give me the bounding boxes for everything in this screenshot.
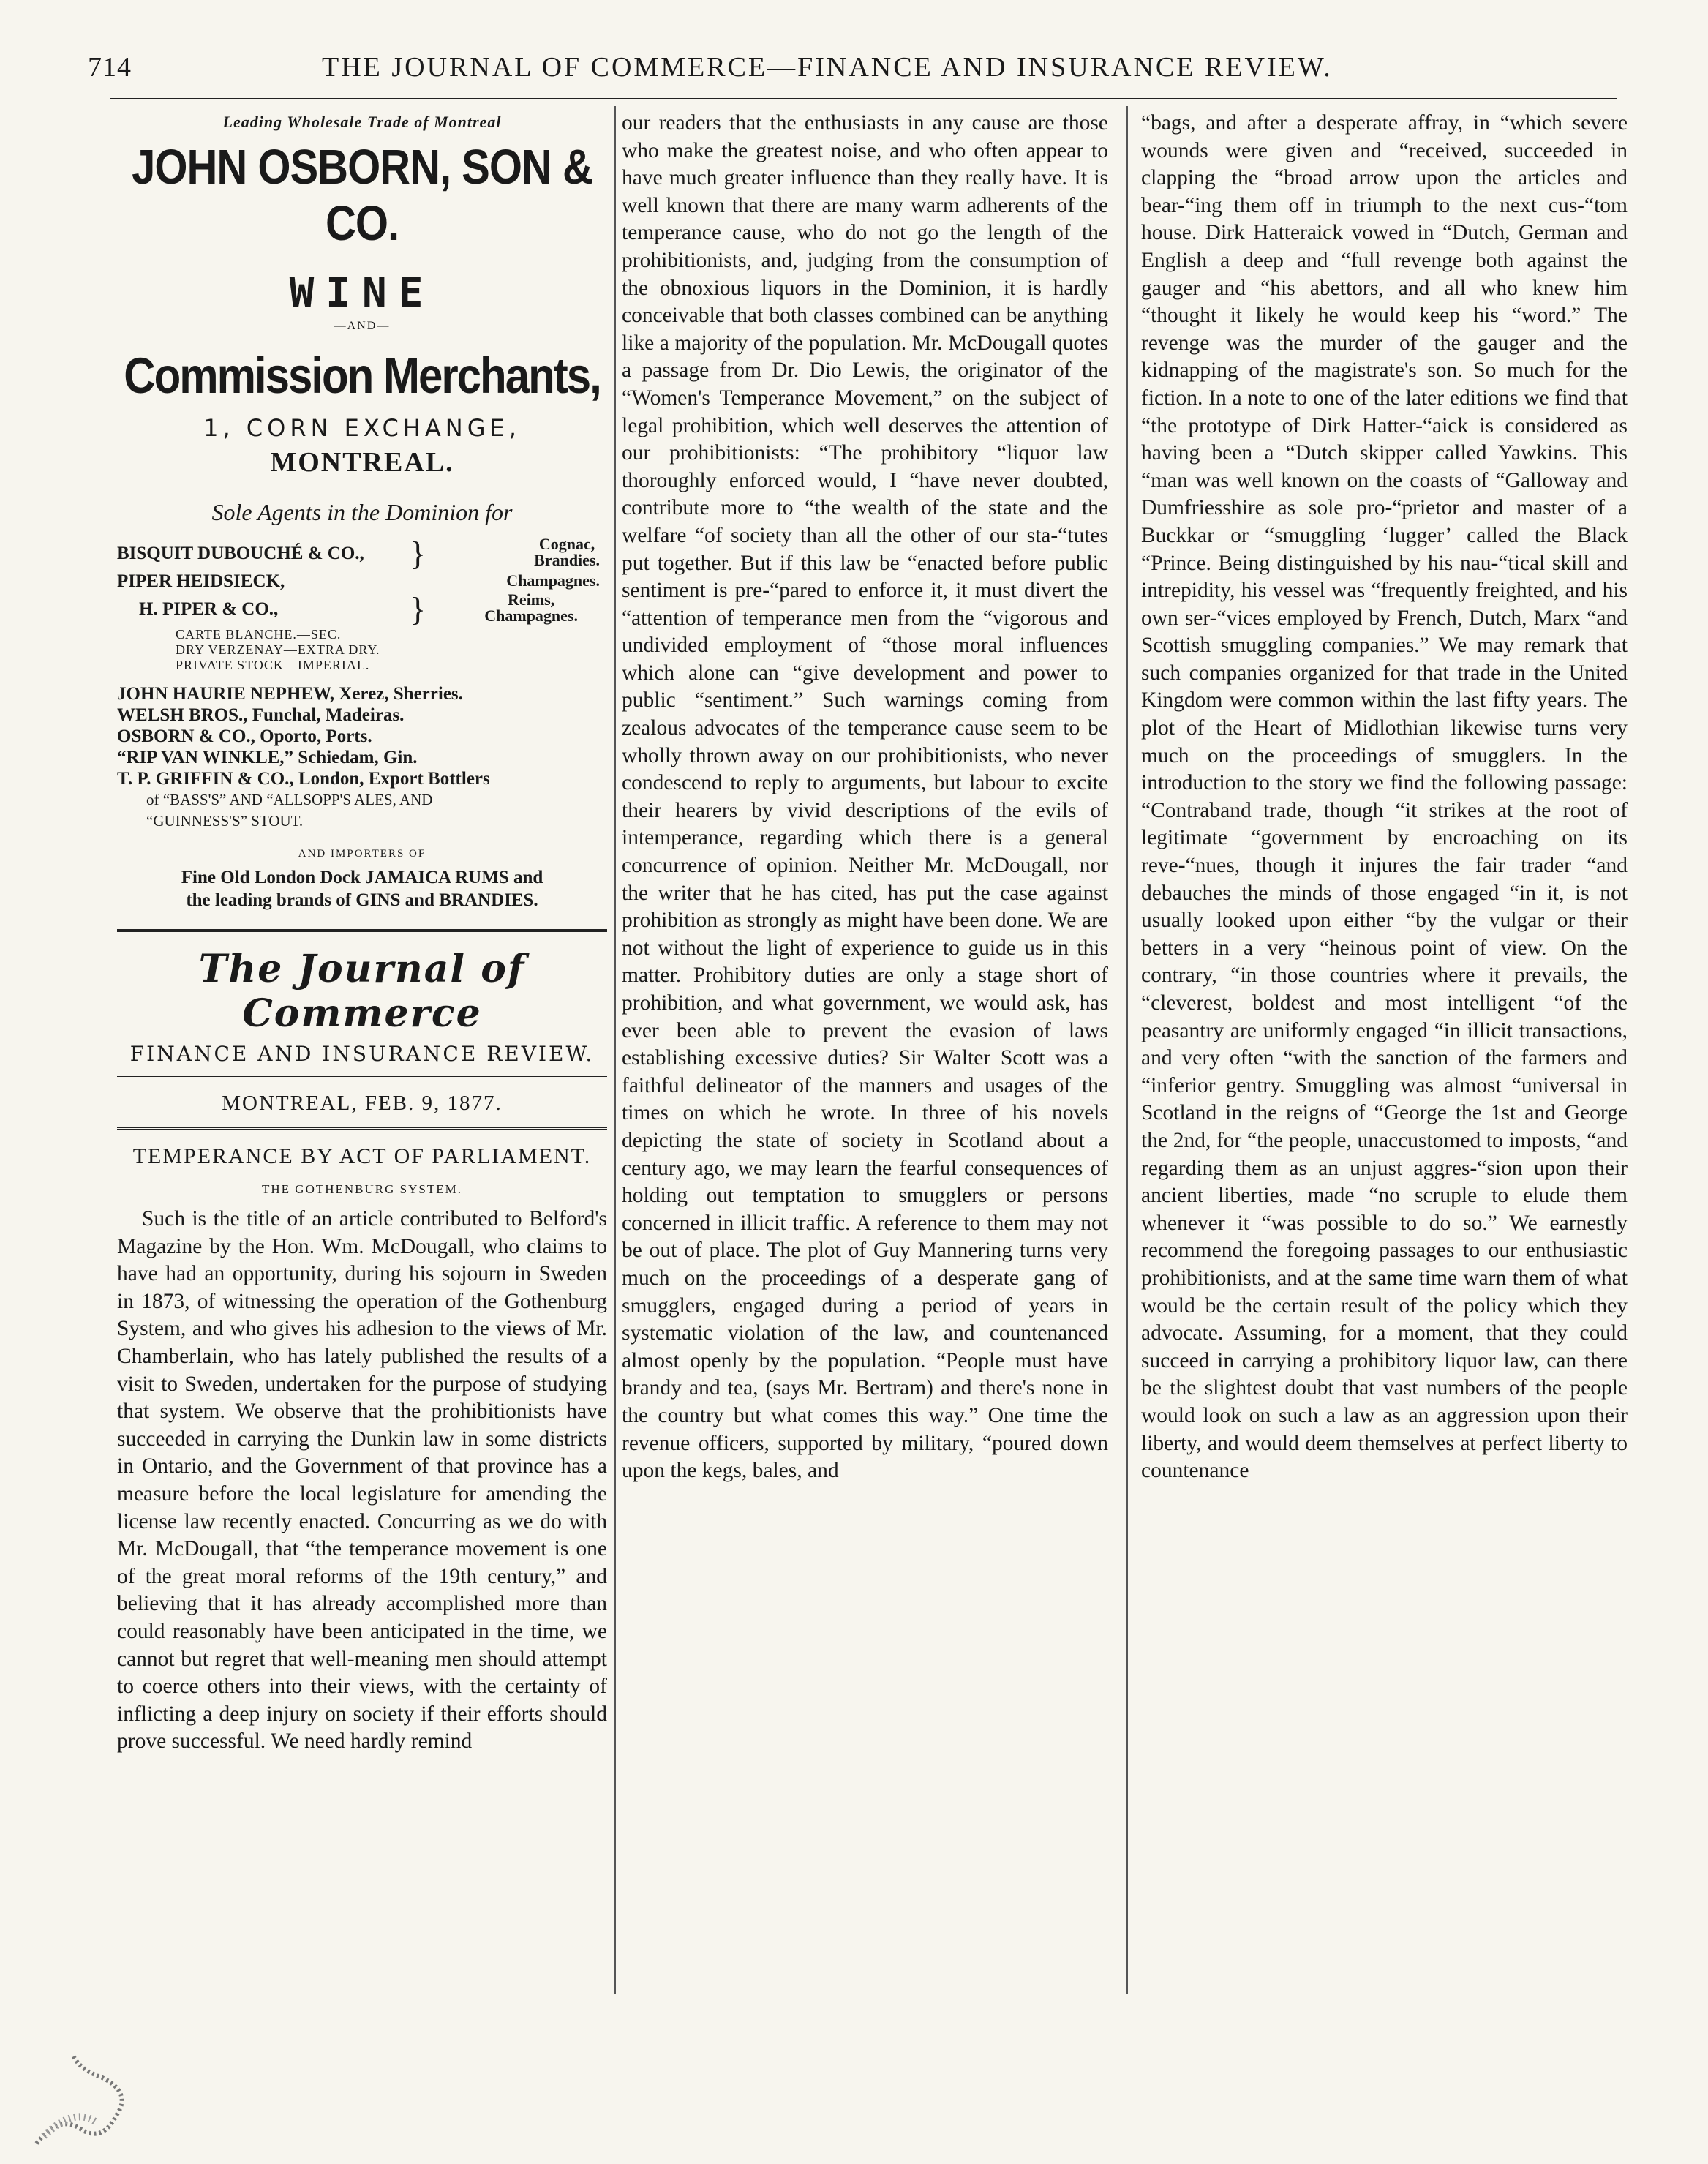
header-rule <box>110 97 1617 99</box>
article-body: our readers that the enthusiasts in any cause are those who make the greatest noise, and who often appear to have much greater influence than they really have. It is well known that there are many warm adherents of the temperance cause, who do not go the length of the prohibitionists, and, judging from the consumption of the obnoxious liquors in the Dominion, it is hardly conceivable that both classes combined can be anything like a majority of the population. Mr. McDougall quotes a passage from Dr. Dio Lewis, the originator of the “Women's Temperance Movement,” on the subject of legal prohibition, which well deserves the attention of our prohibitionists: “The prohibitory “liquor law thoroughly enforced would, I “have never doubted, contribute more to “the wealth of the state and the welfare “of society than all the other of our sta-“tutes put together. But if this law be “enacted before public sentiment is pre-“pared to enforce it, it must divert the “attention of temperance men from the “vigorous and undivided employment of “those moral influences which alone can “give development and power to public “sentiment.” Such warnings coming from zealous advocates of the temperance cause seem to be wholly thrown away on our prohibitionists, who never condescend to reply to arguments, but labour to excite their hearers by vivid descriptions of the evils of intemperance, regarding which there is a general concurrence of opinion. Neither Mr. McDougall, nor the writer that he has cited, has put the case against prohibition as strongly as might have been done. We are not without the light of experience to guide us in this matter. Prohibitory duties are only a stage short of prohibition, and what government, we would ask, has ever been able to prevent the evasion of laws establishing excessive duties? Sir Walter Scott was a faithful delineator of the manners and usages of the times on which he wrote. In three of his novels depicting the state of society in Scotland about a century ago, we may learn the fearful consequences of holding out temptation to smugglers or persons concerned in illicit traffic. A reference to them may not be out of place. The plot of Guy Mannering turns very much on the proceedings of a desperate gang of smugglers, engaged during a period of years in systematic violation of the law, and countenanced almost openly by the population. “People must have brandy and tea, (says Mr. Bertram) and there's none in the country but what comes this way.” One time the revenue officers, supported by military, “poured down upon the kegs, bales, and <box>622 111 1108 1483</box>
ink-smudge-icon <box>29 2026 168 2151</box>
column-3 <box>1141 110 1628 1485</box>
fine-line: Fine Old London Dock JAMAICA RUMS and the leading brands of GINS and BRANDIES. <box>181 868 543 910</box>
article-subtitle: THE GOTHENBURG SYSTEM. <box>262 1182 462 1196</box>
agent-product: Champagnes. <box>506 571 600 590</box>
agent-name: H. PIPER & CO., <box>139 599 279 619</box>
agent-name: BISQUIT DUBOUCHÉ & CO., <box>117 544 364 563</box>
ad-firm-name: JOHN OSBORN, SON & CO. <box>132 140 592 251</box>
page-number: 714 <box>88 52 132 83</box>
column-divider <box>614 106 616 1994</box>
agent-product: Reims, Champagnes. <box>484 590 578 625</box>
ad-top-line: Leading Wholesale Trade of Montreal <box>222 113 502 131</box>
cuvee-list: CARTE BLANCHE.—SEC. DRY VERZENAY—EXTRA DRY. PRIVATE STOCK—IMPERIAL. <box>176 627 380 672</box>
advertisement <box>117 113 607 912</box>
brace-icon: } <box>410 590 426 628</box>
ad-address: 1, CORN EXCHANGE, <box>203 414 521 442</box>
masthead-subtitle: FINANCE AND INSURANCE REVIEW. <box>129 1042 595 1066</box>
running-head: THE JOURNAL OF COMMERCE—FINANCE AND INSURANCE REVIEW. <box>322 52 1333 83</box>
dateline: MONTREAL, FEB. 9, 1877. <box>222 1092 503 1115</box>
article-body: Such is the title of an article contributed to Belford's Magazine by the Hon. Wm. McDougall, who claims to have had an opportunity, during his sojourn in Sweden in 1873, of witnessing the operation of the Gothenburg System, and who gives his adhesion to the views of Mr. Chamberlain, who has lately published the results of a visit to Sweden, undertaken for the purpose of studying that system. We observe that the prohibitionists have succeeded in carrying the Dunkin law in some districts in Ontario, and the Government of that province has a measure before the local legislature for amending the license law recently enacted. Concurring as we do with Mr. McDougall, that “the temperance movement is one of the great moral reforms of the 19th century,” and believing that it has already accomplished more than could reasonably have been anticipated in the time, we cannot but regret that well-meaning men should attempt to coerce others into their views, with the certainty of inflicting a deep injury on society if their efforts should prove successful. We need hardly remind <box>117 1207 607 1754</box>
ad-wine: WINE <box>289 269 435 317</box>
divider <box>117 1127 607 1130</box>
article-title: TEMPERANCE BY ACT OF PARLIAMENT. <box>132 1144 592 1168</box>
importers-line: AND IMPORTERS OF <box>298 848 426 860</box>
column-2 <box>622 110 1108 1485</box>
page-header <box>88 45 1624 97</box>
divider <box>117 1076 607 1078</box>
article-body: “bags, and after a desperate affray, in “which severe wounds were given and “received, succeeded in clapping the “broad arrow upon the articles and bear-“ing them off in triumph to the next cus-“tom house. Dirk Hatteraick vowed in “Dutch, German and English a deep and “full revenge both against the gauger and “his abettors, and all who knew him “thought it likely he would keep his “word.” The revenge was the murder of the gauger and the kidnapping of the magistrate's son. So much for the fiction. In a note to one of the later editions we find that “the prototype of Dirk Hatter-“aick is considered as having been a “Dutch skipper called Yawkins. This “man was well known on the coasts of “Galloway and Dumfriesshire as sole pro-“prietor and master of a Buckkar or “smuggling ‘lugger’ called the Black “Prince. Being distinguished by his nau-“tical skill and intrepidity, his vessel was “frequently freighted, and his own ser-“vices employed by French, Dutch, Marx “and Scottish smuggling companies.” We may remark that such companies organized for that trade in the United Kingdom were common within the last fifty years. The plot of the Heart of Midlothian likewise turns very much on the proceedings of smugglers. In the introduction to the story we find the following passage: “Contraband trade, though “it strikes at the root of legitimate “government by encroaching on its reve-“nues, though it injures the fair trader “and debauches the minds of those engaged “in it, is not usually looked upon either “by the vulgar or their betters in a very “heinous point of view. On the contrary, “in those countries where it prevails, the “cleverest, boldest and most intelligent “of the peasantry are uniformly engaged “in illicit transactions, and very often “with the sanction of the farmers and “inferior gentry. Smuggling was almost “universal in Scotland in the reigns of “George the 1st and George the 2nd, for “the people, unaccustomed to imposts, “and regarding them as an unjust aggres-“sion upon their ancient liberties, made “no scruple to elude them whenever it “was possible to do so.” We earnestly recommend the foregoing passages to our enthusiastic prohibitionists, and at the same time warn them of what would be the certain result of the policy which they advocate. Assuming, for a moment, that they could succeed in carrying a prohibitory liquor law, can there be the slightest doubt that vast numbers of the people would look on such a law as an aggression upon their liberty, and would deem themselves at perfect liberty to countenance <box>1141 111 1628 1483</box>
agent-name: PIPER HEIDSIECK, <box>117 571 285 591</box>
agent-row <box>139 590 607 628</box>
masthead-title: The Journal of Commerce <box>198 947 526 1036</box>
column-1 <box>117 110 607 1756</box>
column-divider <box>1126 106 1128 1994</box>
brace-icon: } <box>410 535 426 572</box>
ad-commission: Commission Merchants, <box>124 347 601 405</box>
other-agents: JOHN HAURIE NEPHEW, Xerez, Sherries. WELSH BROS., Funchal, Madeiras. OSBORN & CO., Oporto, Ports. “RIP VAN WINKLE,” Schiedam, Gin. T. P. GRIFFIN & CO., London, Export Bottlers of “BASS'S” AND “ALLSOPP'S ALES, AND “GUINNESS'S” STOUT. <box>117 684 490 830</box>
divider <box>117 929 607 932</box>
agent-row <box>117 535 607 572</box>
agent-product: Cognac, Brandies. <box>534 535 600 569</box>
ad-city: MONTREAL. <box>270 447 454 478</box>
ad-and: —AND— <box>334 320 391 332</box>
ad-sole-agents: Sole Agents in the Dominion for <box>211 499 513 525</box>
